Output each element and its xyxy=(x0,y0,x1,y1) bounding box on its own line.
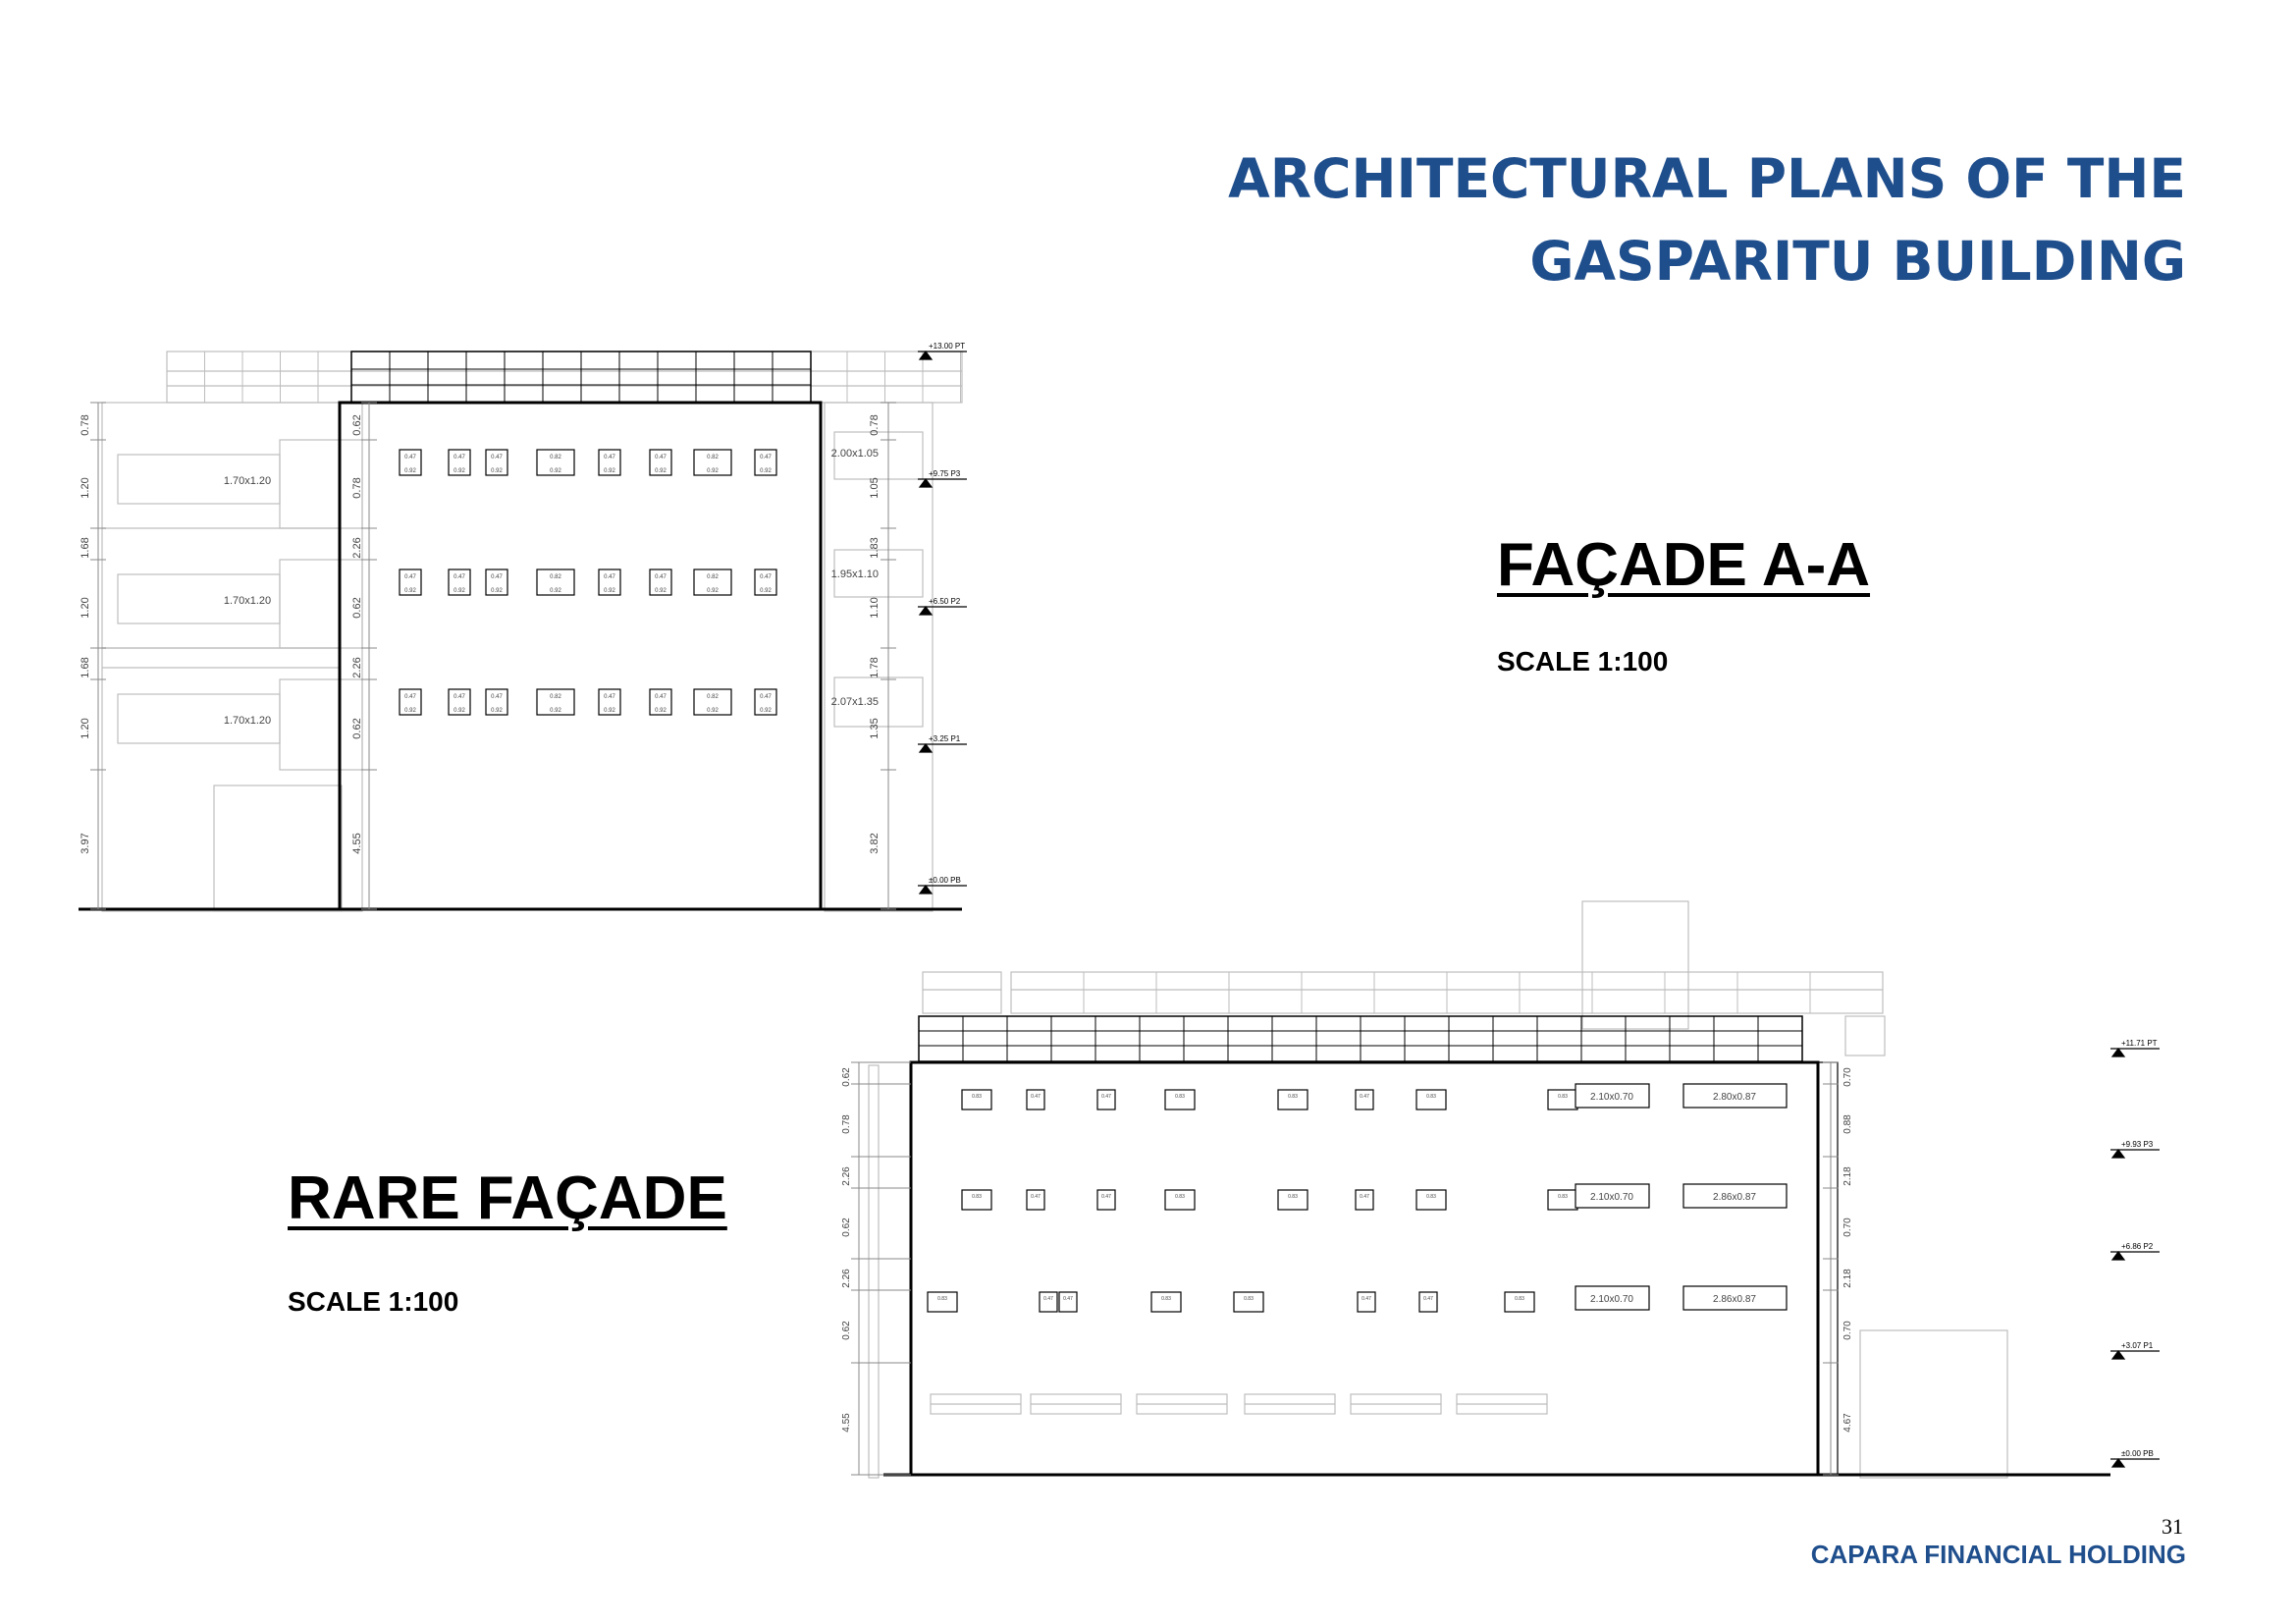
dimension-label: 0.78 xyxy=(841,1114,852,1134)
small-window xyxy=(1416,1090,1446,1110)
dimension-label: 1.35 xyxy=(869,718,881,739)
window-width-label: 0.47 xyxy=(655,455,667,460)
window-width-label: 0.82 xyxy=(550,455,561,460)
window-width-label: 0.47 xyxy=(404,694,416,700)
window-height-label: 0.92 xyxy=(707,468,719,474)
level-marker xyxy=(920,352,932,359)
window-height-label: 0.92 xyxy=(491,468,503,474)
window-height-label: 0.92 xyxy=(655,588,667,594)
facade-a-scale: SCALE 1:100 xyxy=(1497,646,1669,677)
dimension-label: 0.70 xyxy=(1842,1067,1853,1087)
small-window xyxy=(1165,1190,1195,1210)
small-window xyxy=(1097,1090,1115,1110)
small-window xyxy=(928,1292,957,1312)
window-height-label: 0.92 xyxy=(604,468,615,474)
window-size-label: 2.86x0.87 xyxy=(1713,1192,1756,1203)
window-width-label: 0.47 xyxy=(760,455,772,460)
window-width-label: 0.47 xyxy=(1043,1296,1053,1302)
dimension-label: 1.20 xyxy=(80,597,91,619)
window-width-label: 0.47 xyxy=(1423,1296,1433,1302)
window-height-label: 0.92 xyxy=(404,708,416,714)
small-window xyxy=(962,1090,991,1110)
window-size-label: 1.70x1.20 xyxy=(223,715,272,727)
window-width-label: 0.83 xyxy=(1426,1194,1436,1200)
level-label: +6.50 P2 xyxy=(929,597,961,606)
window-size-label: 2.00x1.05 xyxy=(830,448,879,460)
level-marker xyxy=(2112,1150,2124,1158)
window-width-label: 0.47 xyxy=(1031,1194,1041,1200)
page-title xyxy=(1228,137,2186,302)
window-width-label: 0.83 xyxy=(937,1296,947,1302)
small-window xyxy=(1027,1190,1044,1210)
rare-facade-drawing xyxy=(825,884,2248,1473)
small-window xyxy=(1278,1090,1308,1110)
small-window xyxy=(1165,1090,1195,1110)
small-window xyxy=(1040,1292,1057,1312)
window-width-label: 0.83 xyxy=(1558,1094,1568,1100)
page-title-line2: GASPARITU BUILDING xyxy=(1529,230,2186,293)
window-size-label: 1.70x1.20 xyxy=(223,595,272,607)
window-width-label: 0.47 xyxy=(491,694,503,700)
rare-facade-title: RARE FAÇADE xyxy=(288,1164,727,1232)
window-size-label: 2.80x0.87 xyxy=(1713,1092,1756,1103)
small-window xyxy=(1059,1292,1077,1312)
window-width-label: 0.47 xyxy=(655,574,667,580)
window-height-label: 0.92 xyxy=(404,588,416,594)
window-width-label: 0.47 xyxy=(404,574,416,580)
dimension-label: 0.88 xyxy=(1842,1114,1853,1134)
window-width-label: 0.83 xyxy=(1175,1194,1185,1200)
window-width-label: 0.47 xyxy=(604,574,615,580)
page-title-line1: ARCHITECTURAL PLANS OF THE xyxy=(1228,147,2186,210)
dimension-label: 0.78 xyxy=(869,414,881,436)
level-label: +9.93 P3 xyxy=(2121,1140,2154,1149)
window-height-label: 0.92 xyxy=(760,468,772,474)
dimension-label: 1.78 xyxy=(869,657,881,678)
window-width-label: 0.83 xyxy=(1288,1194,1298,1200)
window-width-label: 0.47 xyxy=(1063,1296,1073,1302)
footer-company: CAPARA FINANCIAL HOLDING xyxy=(1810,1540,2186,1569)
small-window xyxy=(1027,1090,1044,1110)
level-marker xyxy=(2112,1252,2124,1260)
dimension-label: 0.62 xyxy=(351,414,363,436)
level-label: +3.07 P1 xyxy=(2121,1341,2154,1350)
dimension-label: 2.26 xyxy=(841,1166,852,1186)
window-width-label: 0.47 xyxy=(604,455,615,460)
small-window xyxy=(1548,1090,1577,1110)
window-height-label: 0.92 xyxy=(655,708,667,714)
window-width-label: 0.83 xyxy=(972,1194,982,1200)
level-marker xyxy=(2112,1459,2124,1467)
page-number: 31 xyxy=(2162,1514,2183,1539)
window-height-label: 0.92 xyxy=(491,708,503,714)
window-size-label: 2.10x0.70 xyxy=(1590,1294,1633,1305)
window-width-label: 0.47 xyxy=(491,574,503,580)
dimension-label: 0.62 xyxy=(841,1067,852,1087)
window-height-label: 0.92 xyxy=(760,588,772,594)
small-window xyxy=(1416,1190,1446,1210)
window-size-label: 2.10x0.70 xyxy=(1590,1092,1633,1103)
level-marker xyxy=(920,479,932,487)
window-height-label: 0.92 xyxy=(760,708,772,714)
small-window xyxy=(1356,1090,1373,1110)
window-width-label: 0.47 xyxy=(655,694,667,700)
dimension-label: 2.18 xyxy=(1842,1166,1853,1186)
window-height-label: 0.92 xyxy=(491,588,503,594)
window-width-label: 0.82 xyxy=(707,694,719,700)
dimension-label: 0.78 xyxy=(351,477,363,499)
dimension-label: 0.62 xyxy=(841,1321,852,1340)
window-height-label: 0.92 xyxy=(707,588,719,594)
dimension-label: 3.82 xyxy=(869,833,881,854)
window-width-label: 0.83 xyxy=(1515,1296,1524,1302)
window-height-label: 0.92 xyxy=(454,588,465,594)
window-height-label: 0.92 xyxy=(655,468,667,474)
window-width-label: 0.47 xyxy=(760,574,772,580)
small-window xyxy=(1234,1292,1263,1312)
dimension-label: 2.26 xyxy=(841,1269,852,1288)
small-window xyxy=(962,1190,991,1210)
level-label: +9.75 P3 xyxy=(929,469,961,478)
small-window xyxy=(1151,1292,1181,1312)
dimension-label: 1.68 xyxy=(80,657,91,678)
window-height-label: 0.92 xyxy=(550,708,561,714)
level-label: +11.71 PT xyxy=(2121,1039,2158,1048)
window-size-label: 1.70x1.20 xyxy=(223,475,272,487)
window-height-label: 0.92 xyxy=(454,468,465,474)
small-window xyxy=(1278,1190,1308,1210)
small-window xyxy=(1505,1292,1534,1312)
dimension-label: 1.05 xyxy=(869,477,881,499)
window-width-label: 0.47 xyxy=(1101,1094,1111,1100)
window-height-label: 0.92 xyxy=(604,708,615,714)
small-window xyxy=(1097,1190,1115,1210)
dimension-label: 0.62 xyxy=(841,1218,852,1237)
window-height-label: 0.92 xyxy=(604,588,615,594)
dimension-label: 4.55 xyxy=(841,1413,852,1433)
window-width-label: 0.47 xyxy=(404,455,416,460)
small-window xyxy=(1548,1190,1577,1210)
small-window xyxy=(1358,1292,1375,1312)
window-width-label: 0.83 xyxy=(1161,1296,1171,1302)
window-width-label: 0.83 xyxy=(1558,1194,1568,1200)
level-label: +6.86 P2 xyxy=(2121,1242,2154,1251)
dimension-label: 2.26 xyxy=(351,657,363,678)
level-marker xyxy=(920,744,932,752)
window-size-label: 1.95x1.10 xyxy=(830,568,879,580)
dimension-label: 1.20 xyxy=(80,718,91,739)
window-width-label: 0.83 xyxy=(1426,1094,1436,1100)
window-width-label: 0.83 xyxy=(1244,1296,1254,1302)
window-width-label: 0.47 xyxy=(454,574,465,580)
dimension-label: 0.70 xyxy=(1842,1321,1853,1340)
window-width-label: 0.47 xyxy=(1360,1094,1369,1100)
level-marker xyxy=(2112,1351,2124,1359)
dimension-label: 0.62 xyxy=(351,718,363,739)
window-size-label: 2.10x0.70 xyxy=(1590,1192,1633,1203)
level-label: ±0.00 PB xyxy=(929,876,961,885)
window-width-label: 0.83 xyxy=(1288,1094,1298,1100)
dimension-label: 2.26 xyxy=(351,537,363,559)
window-width-label: 0.47 xyxy=(491,455,503,460)
window-width-label: 0.47 xyxy=(760,694,772,700)
window-width-label: 0.47 xyxy=(1360,1194,1369,1200)
window-size-label: 2.86x0.87 xyxy=(1713,1294,1756,1305)
rare-facade-scale: SCALE 1:100 xyxy=(288,1286,459,1317)
window-width-label: 0.47 xyxy=(1031,1094,1041,1100)
window-width-label: 0.47 xyxy=(1101,1194,1111,1200)
dimension-label: 4.67 xyxy=(1842,1413,1853,1433)
window-height-label: 0.92 xyxy=(454,708,465,714)
facade-a-title: FAÇADE A-A xyxy=(1497,531,1871,599)
level-label: +3.25 P1 xyxy=(929,734,961,743)
dimension-label: 1.20 xyxy=(80,477,91,499)
dimension-label: 0.78 xyxy=(80,414,91,436)
dimension-label: 2.18 xyxy=(1842,1269,1853,1288)
dimension-label: 0.70 xyxy=(1842,1218,1853,1237)
window-height-label: 0.92 xyxy=(550,468,561,474)
window-width-label: 0.82 xyxy=(707,574,719,580)
window-width-label: 0.82 xyxy=(550,694,561,700)
window-height-label: 0.92 xyxy=(707,708,719,714)
level-label: +13.00 PT xyxy=(929,342,966,351)
level-marker xyxy=(920,607,932,615)
small-window xyxy=(1356,1190,1373,1210)
window-width-label: 0.83 xyxy=(1175,1094,1185,1100)
dimension-label: 3.97 xyxy=(80,833,91,854)
dimension-label: 4.55 xyxy=(351,833,363,854)
window-width-label: 0.47 xyxy=(1362,1296,1371,1302)
dimension-label: 0.62 xyxy=(351,597,363,619)
window-size-label: 2.07x1.35 xyxy=(830,696,879,708)
facade-a-drawing xyxy=(79,314,1531,903)
window-height-label: 0.92 xyxy=(404,468,416,474)
small-window xyxy=(1419,1292,1437,1312)
window-width-label: 0.47 xyxy=(454,694,465,700)
window-width-label: 0.83 xyxy=(972,1094,982,1100)
level-marker xyxy=(2112,1049,2124,1056)
dimension-label: 1.10 xyxy=(869,597,881,619)
window-width-label: 0.82 xyxy=(707,455,719,460)
level-label: ±0.00 PB xyxy=(2121,1449,2154,1458)
window-width-label: 0.47 xyxy=(604,694,615,700)
dimension-label: 1.68 xyxy=(80,537,91,559)
dimension-label: 1.83 xyxy=(869,537,881,559)
window-width-label: 0.82 xyxy=(550,574,561,580)
window-height-label: 0.92 xyxy=(550,588,561,594)
window-width-label: 0.47 xyxy=(454,455,465,460)
